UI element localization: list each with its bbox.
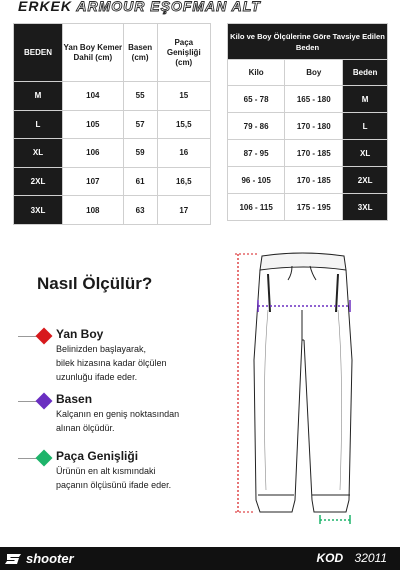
product-code — [317, 551, 388, 565]
beden-cell: XL — [343, 140, 388, 167]
how-to-measure-title: Nasıl Ölçülür? — [37, 274, 153, 293]
red-diamond-icon — [36, 328, 53, 345]
desc-line: Ürünün en alt kısmındaki — [56, 466, 156, 476]
boy-cell: 165 - 180 — [285, 86, 343, 113]
yan-boy-cell: 108 — [63, 196, 124, 225]
beden-cell: 2XL — [343, 167, 388, 194]
table-row — [14, 167, 211, 196]
paca-cell: 17 — [157, 196, 210, 225]
paca-cell: 15,5 — [157, 110, 210, 139]
size-cell: L — [14, 110, 63, 139]
table-row — [14, 82, 211, 111]
desc-line: Kalçanın en geniş noktasından — [56, 409, 180, 419]
page-title — [18, 0, 261, 14]
boy-cell: 170 - 180 — [285, 113, 343, 140]
size-cell: 2XL — [14, 167, 63, 196]
measure-title: Yan Boy — [56, 327, 104, 341]
footer-bar — [0, 547, 400, 570]
desc-line: bilek hizasına kadar ölçülen — [56, 358, 167, 368]
desc-line: uzunluğu ifade eder. — [56, 372, 138, 382]
code-value: 32011 — [354, 551, 387, 565]
rec-table-title-row — [228, 24, 388, 60]
basen-cell: 61 — [123, 167, 157, 196]
basen-cell: 55 — [123, 82, 157, 111]
size-cell: M — [14, 82, 63, 111]
measure-title: Paça Genişliği — [56, 449, 139, 463]
title-bold: ERKEK — [18, 0, 73, 14]
desc-line: alınan ölçüdür. — [56, 423, 115, 433]
header-kilo: Kilo — [228, 60, 285, 86]
purple-diamond-icon — [36, 393, 53, 410]
title-light: ARMOUR EŞOFMAN ALT — [76, 0, 261, 14]
boy-cell: 170 - 185 — [285, 167, 343, 194]
header-boy: Boy — [285, 60, 343, 86]
brand-name: shooter — [26, 551, 74, 566]
header-paca: Paça Genişliği (cm) — [157, 24, 210, 82]
paca-cell: 16 — [157, 139, 210, 168]
kilo-cell: 79 - 86 — [228, 113, 285, 140]
boy-cell: 170 - 185 — [285, 140, 343, 167]
measure-description — [56, 464, 171, 492]
size-cell: XL — [14, 139, 63, 168]
paca-cell: 15 — [157, 82, 210, 111]
basen-cell: 63 — [123, 196, 157, 225]
desc-line: Belinizden başlayarak, — [56, 344, 147, 354]
yan-boy-cell: 105 — [63, 110, 124, 139]
table-row — [228, 113, 388, 140]
pants-diagram — [232, 250, 372, 530]
table-row — [228, 86, 388, 113]
beden-cell: M — [343, 86, 388, 113]
green-diamond-icon — [36, 450, 53, 467]
header-yan-boy: Yan Boy Kemer Dahil (cm) — [63, 24, 124, 82]
size-table — [13, 23, 211, 225]
paca-cell: 16,5 — [157, 167, 210, 196]
size-cell: 3XL — [14, 196, 63, 225]
kilo-cell: 87 - 95 — [228, 140, 285, 167]
code-label: KOD — [316, 551, 344, 565]
yan-boy-cell: 107 — [63, 167, 124, 196]
recommendation-table — [227, 23, 388, 221]
table-row — [14, 110, 211, 139]
boy-cell: 175 - 195 — [285, 194, 343, 221]
rec-table-header — [228, 60, 388, 86]
size-table-header — [14, 24, 211, 82]
rec-table-title: Kilo ve Boy Ölçülerine Göre Tavsiye Edilen Beden — [228, 24, 388, 60]
paca-measure-line — [320, 515, 350, 524]
table-row — [228, 140, 388, 167]
measure-title: Basen — [56, 392, 93, 406]
shooter-logo-icon — [5, 551, 23, 567]
beden-cell: 3XL — [343, 194, 388, 221]
pants-outline — [254, 253, 352, 512]
brand-logo — [5, 550, 74, 567]
measure-description — [56, 342, 167, 384]
kilo-cell: 96 - 105 — [228, 167, 285, 194]
kilo-cell: 65 - 78 — [228, 86, 285, 113]
yan-boy-cell: 106 — [63, 139, 124, 168]
basen-cell: 57 — [123, 110, 157, 139]
table-row — [228, 167, 388, 194]
measure-description — [56, 407, 179, 435]
header-beden: BEDEN — [14, 24, 63, 82]
basen-cell: 59 — [123, 139, 157, 168]
yan-boy-cell: 104 — [63, 82, 124, 111]
header-basen: Basen (cm) — [123, 24, 157, 82]
header-beden: Beden — [343, 60, 388, 86]
table-row — [14, 139, 211, 168]
beden-cell: L — [343, 113, 388, 140]
kilo-cell: 106 - 115 — [228, 194, 285, 221]
table-row — [228, 194, 388, 221]
desc-line: paçanın ölçüsünü ifade eder. — [56, 480, 172, 490]
table-row — [14, 196, 211, 225]
